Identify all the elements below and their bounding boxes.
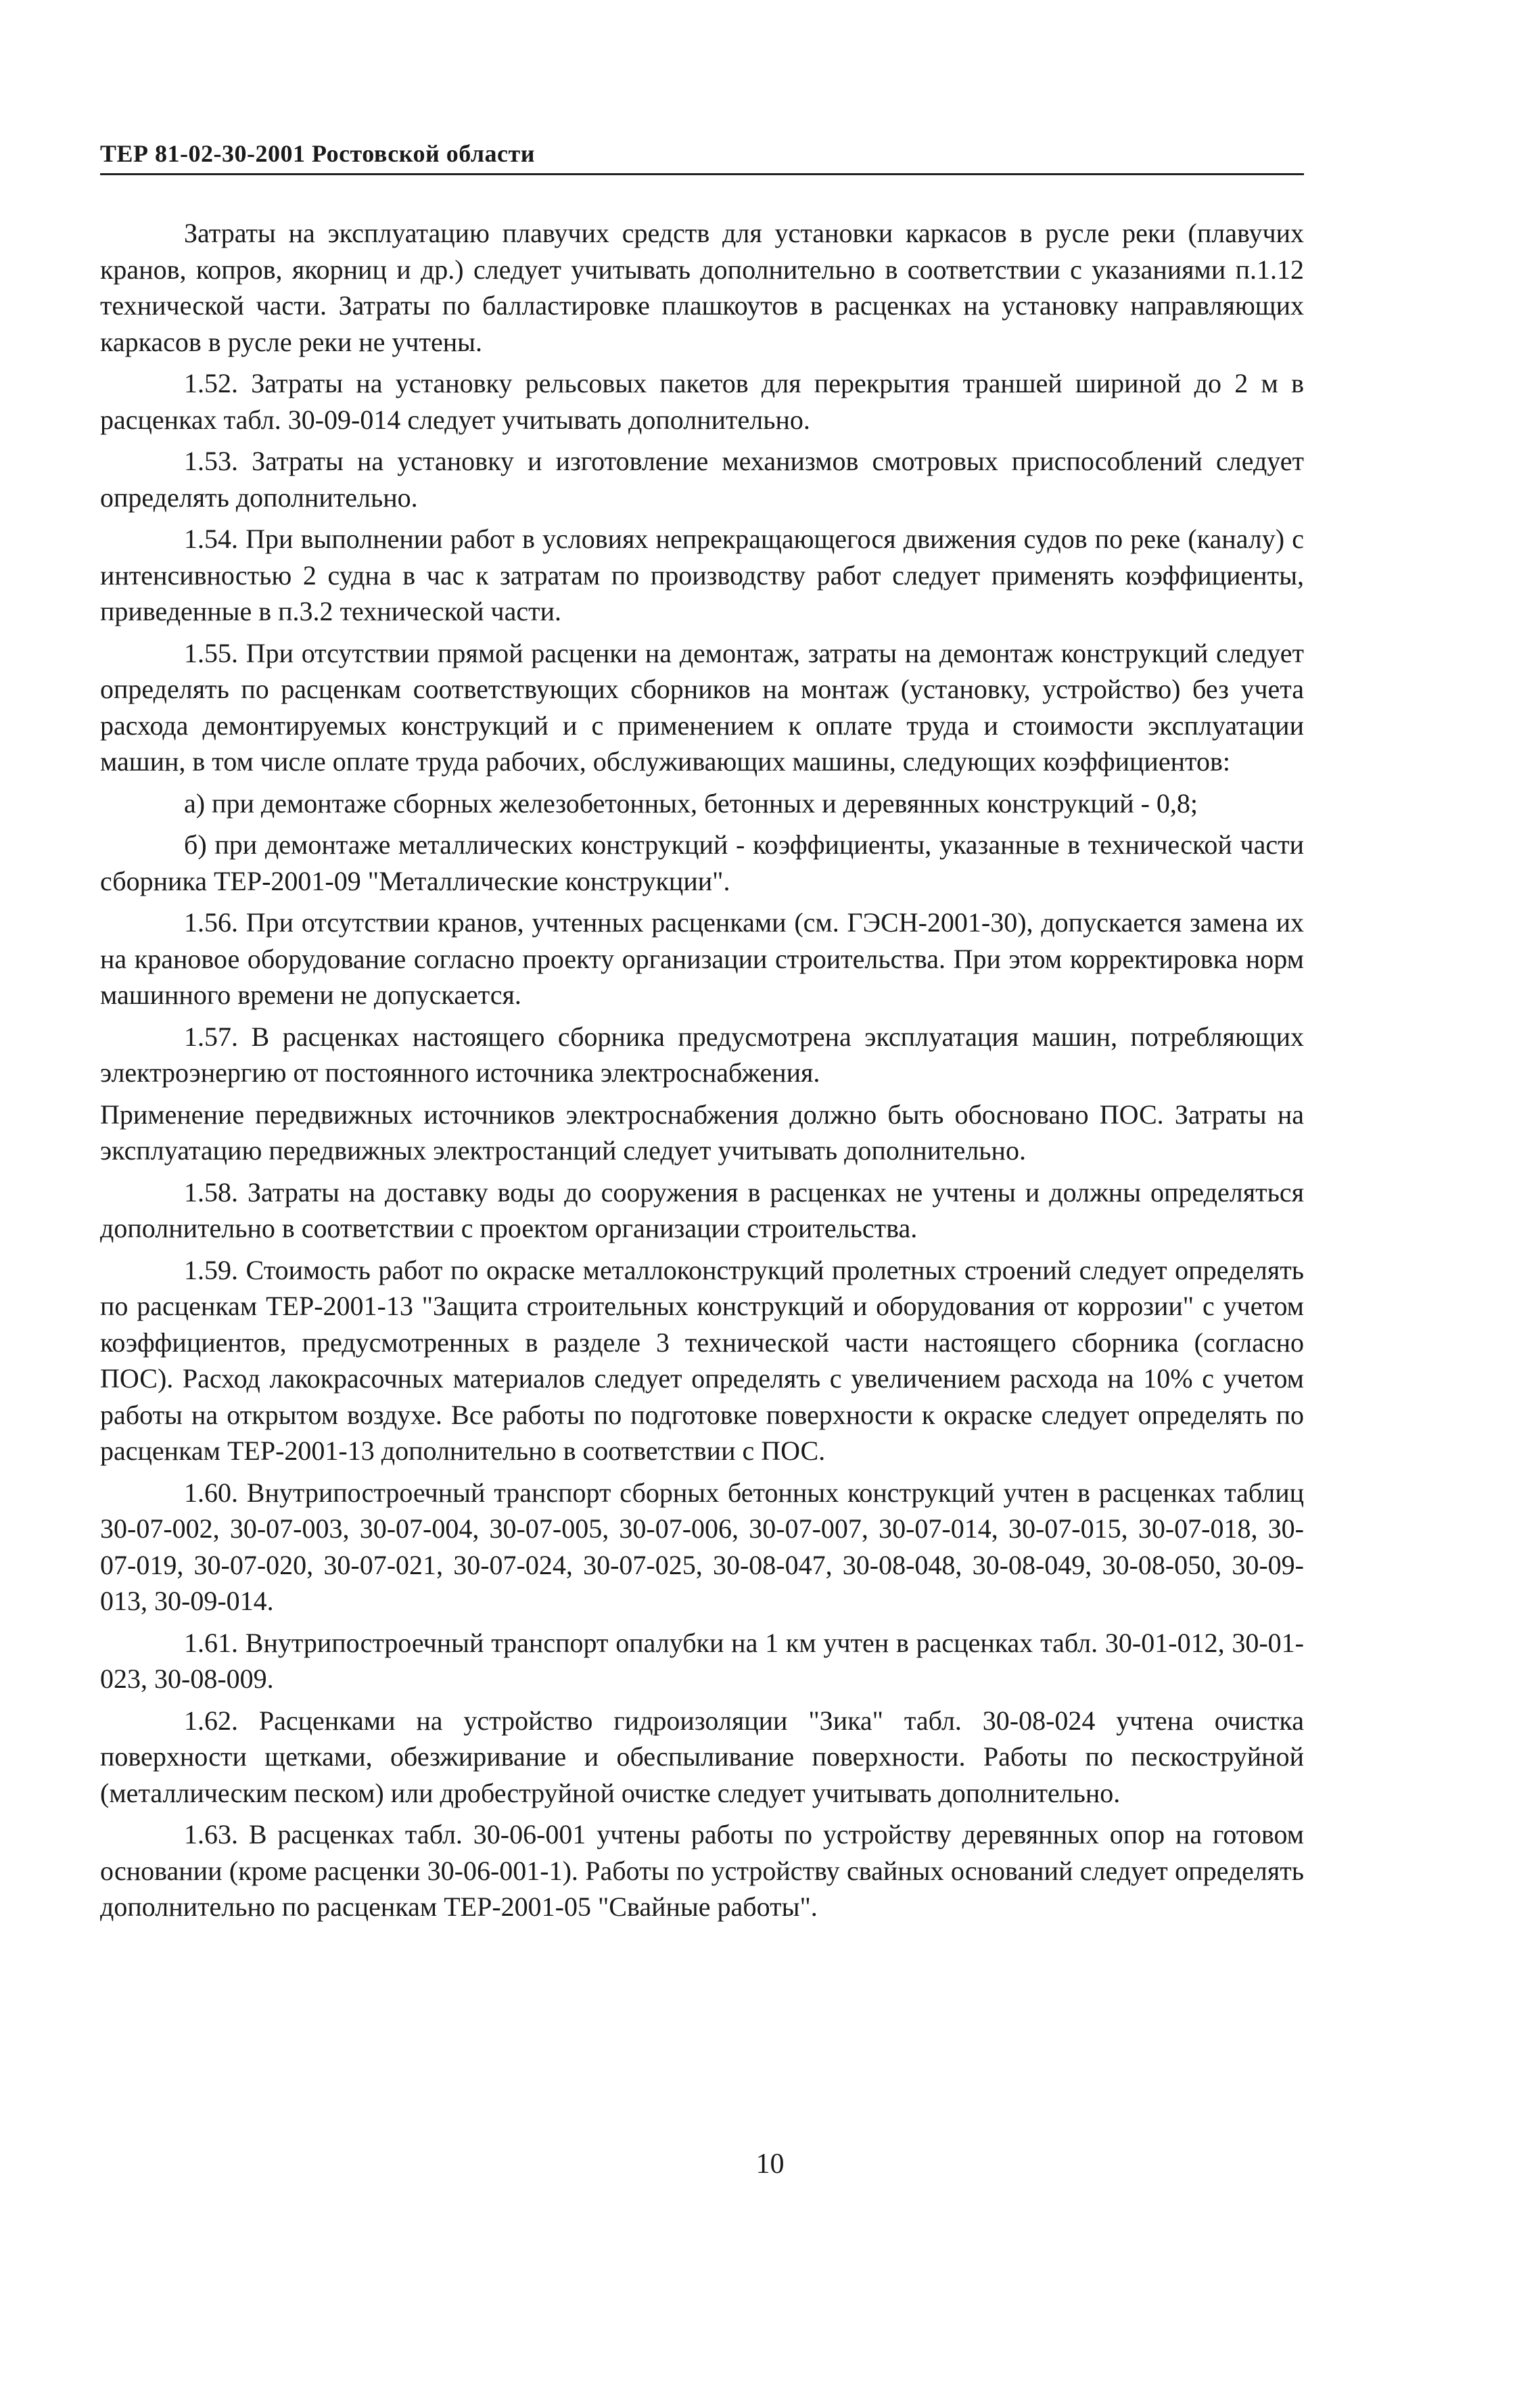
paragraph: а) при демонтаже сборных железобетонных, бетонных и деревянных конструкций - 0,8; <box>184 787 1198 819</box>
paragraph: 1.52. Затраты на установку рельсовых пакетов для перекрытия траншей шириной до 2 м в расценках табл. 30-09-014 следует учитывать дополнительно. <box>100 368 1304 435</box>
paragraph: 1.62. Расценками на устройство гидроизоляции "Зика" табл. 30-08-024 учтена очистка поверхности щетками, обезжиривание и обеспыливание поверхности. Работы по пескоструйной (металлическим песком) или дробеструйной очистке следует учитывать дополнительно. <box>100 1705 1304 1808</box>
document-body <box>100 215 1304 1925</box>
running-header: ТЕР 81-02-30-2001 Ростовской области <box>100 140 535 167</box>
paragraph: Затраты на эксплуатацию плавучих средств для установки каркасов в русле реки (плавучих кранов, копров, якорниц и др.) следует учитывать дополнительно в соответствии с указаниями п.1.12 технической части. Затраты по балластировке плашкоутов в расценках на установку направляющих каркасов в русле реки не учтены. <box>100 218 1304 357</box>
header-rule <box>100 173 1304 175</box>
paragraph: 1.57. В расценках настоящего сборника предусмотрена эксплуатация машин, потребляющих электроэнергию от постоянного источника электроснабжения. <box>100 1021 1304 1088</box>
paragraph: 1.61. Внутрипостроечный транспорт опалубки на 1 км учтен в расценках табл. 30-01-012, 30-01-023, 30-08-009. <box>100 1627 1304 1694</box>
paragraph: 1.55. При отсутствии прямой расценки на демонтаж, затраты на демонтаж конструкций следует определять по расценкам соответствующих сборников на монтаж (установку, устройство) без учета расхода демонтируемых конструкций и с применением к оплате труда и стоимости эксплуатации машин, в том числе оплате труда рабочих, обслуживающих машины, следующих коэффициентов: <box>100 637 1304 777</box>
paragraph: 1.53. Затраты на установку и изготовление механизмов смотровых приспособлений следует определять дополнительно. <box>100 446 1304 513</box>
paragraph: 1.56. При отсутствии кранов, учтенных расценками (см. ГЭСН-2001-30), допускается замена их на крановое оборудование согласно проекту организации строительства. При этом корректировка норм машинного времени не допускается. <box>100 907 1304 1010</box>
paragraph: Применение передвижных источников электроснабжения должно быть обосновано ПОС. Затраты на эксплуатацию передвижных электростанций следует учитывать дополнительно. <box>100 1099 1304 1166</box>
paragraph: 1.59. Стоимость работ по окраске металлоконструкций пролетных строений следует определять по расценкам ТЕР-2001-13 "Защита строительных конструкций и оборудования от коррозии" с учетом коэффициентов, предусмотренных в разделе 3 технической части настоящего сборника (согласно ПОС). Расход лакокрасочных материалов следует определять с увеличением расхода на 10% с учетом работы на открытом воздухе. Все работы по подготовке поверхности к окраске следует определять по расценкам ТЕР-2001-13 дополнительно в соответствии с ПОС. <box>100 1254 1304 1466</box>
paragraph: 1.60. Внутрипостроечный транспорт сборных бетонных конструкций учтен в расценках таблиц 30-07-002, 30-07-003, 30-07-004, 30-07-005, 30-07-006, 30-07-007, 30-07-014, 30-07-015, 30-07-018, 30-07-019, 30-07-020, 30-07-021, 30-07-024, 30-07-025, 30-08-047, 30-08-048, 30-08-049, 30-08-050, 30-09-013, 30-09-014. <box>100 1477 1304 1616</box>
paragraph: б) при демонтаже металлических конструкций - коэффициенты, указанные в технической части сборника ТЕР-2001-09 "Металлические конструкции". <box>100 829 1304 896</box>
paragraph: 1.63. В расценках табл. 30-06-001 учтены работы по устройству деревянных опор на готовом основании (кроме расценки 30-06-001-1). Работы по устройству свайных оснований следует определять дополнительно по расценкам ТЕР-2001-05 "Свайные работы". <box>100 1819 1304 1922</box>
paragraph: 1.58. Затраты на доставку воды до сооружения в расценках не учтены и должны определяться дополнительно в соответствии с проектом организации строительства. <box>100 1176 1304 1243</box>
page-number: 10 <box>755 2149 785 2180</box>
paragraph: 1.54. При выполнении работ в условиях непрекращающегося движения судов по реке (каналу) с интенсивностью 2 судна в час к затратам по производству работ следует применять коэффициенты, приведенные в п.3.2 технической части. <box>100 524 1304 626</box>
